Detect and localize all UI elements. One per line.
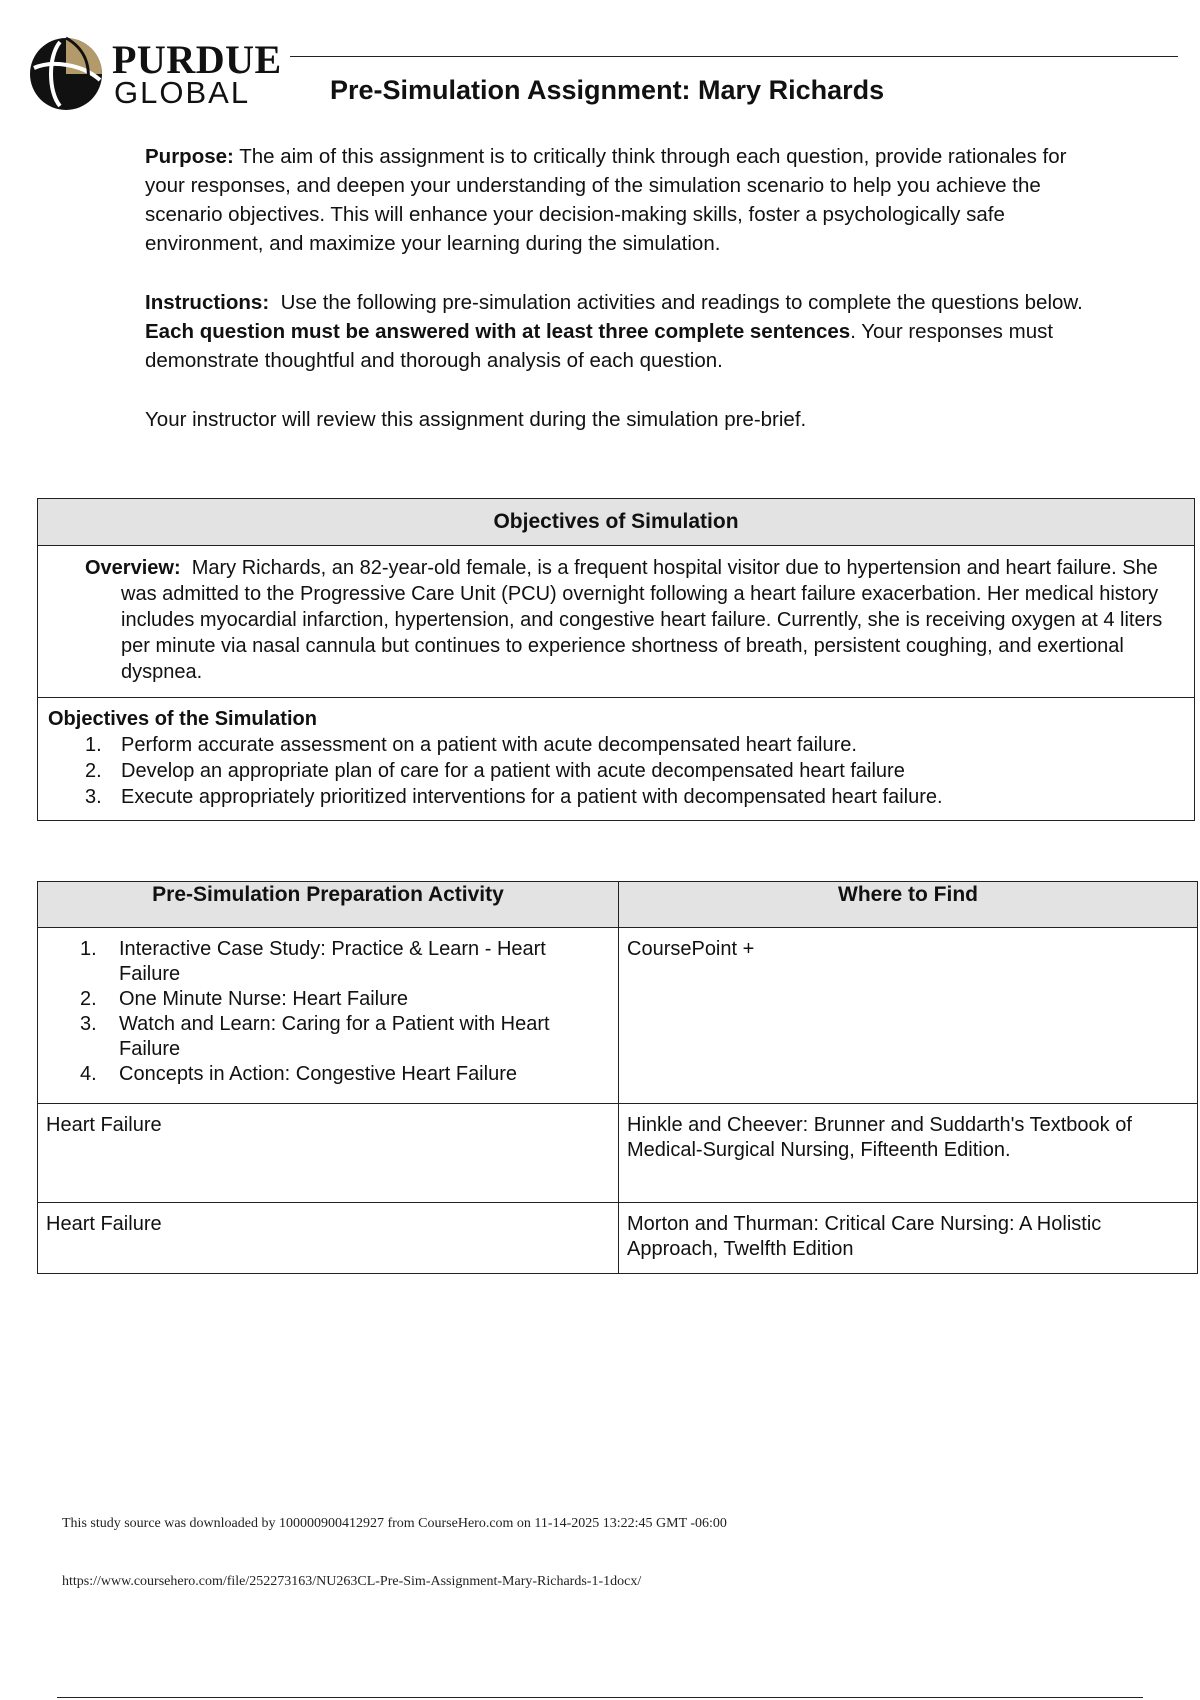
overview-label: Overview:	[85, 557, 181, 579]
header-divider	[290, 56, 1178, 57]
list-number: 2.	[85, 760, 102, 782]
instructions-text: Use the following pre-simulation activities and readings to complete the questions below.	[280, 291, 1083, 314]
activities-list	[46, 937, 610, 1087]
purpose-label: Purpose:	[145, 145, 234, 168]
logo-text-purdue: PURDUE	[112, 37, 282, 82]
logo-text-global: GLOBAL	[114, 75, 251, 110]
list-item	[48, 784, 1184, 810]
table-row	[38, 928, 1198, 1104]
list-item	[48, 732, 1184, 758]
list-item	[46, 1012, 610, 1062]
purpose-paragraph	[145, 142, 1105, 258]
instructions-emphasis: Each question must be answered with at least three complete sentences	[145, 320, 851, 343]
activity-cell: Heart Failure	[38, 1203, 619, 1274]
download-note: This study source was downloaded by 100000900412927 from CourseHero.com on 11-14-2025 13:22:45 GMT -06:00	[62, 1516, 727, 1531]
objectives-table-header: Objectives of Simulation	[38, 499, 1194, 546]
objective-text: Perform accurate assessment on a patient with acute decompensated heart failure.	[121, 734, 857, 756]
objective-text: Develop an appropriate plan of care for a patient with acute decompensated heart failure	[121, 760, 905, 782]
list-number: 2.	[80, 988, 97, 1010]
globe-logo-icon	[26, 34, 112, 114]
list-item	[46, 937, 610, 987]
purpose-text: The aim of this assignment is to critically think through each question, provide rationales for your responses, and deepen your understanding of the simulation scenario to help you achieve the scenario objectives. This will enhance your decision-making skills, foster a psychologically safe environment, and maximize your learning during the simulation.	[145, 145, 1067, 255]
activity-text: Interactive Case Study: Practice & Learn - Heart Failure	[119, 938, 546, 985]
where-column-header: Where to Find	[619, 882, 1198, 928]
objectives-title: Objectives of the Simulation	[48, 708, 317, 730]
instructions-paragraph	[145, 288, 1105, 375]
list-item	[46, 987, 610, 1012]
activity-text: One Minute Nurse: Heart Failure	[119, 988, 409, 1010]
list-number: 3.	[85, 786, 102, 808]
activity-text: Watch and Learn: Caring for a Patient with Heart Failure	[119, 1013, 550, 1060]
activity-cell: Heart Failure	[38, 1104, 619, 1203]
instructions-text-continued: . Your responses must demonstrate thoughtful and thorough analysis of each question.	[145, 320, 1054, 372]
objectives-list	[48, 732, 1184, 810]
table-row	[38, 1104, 1198, 1203]
activity-column-header: Pre-Simulation Preparation Activity	[38, 882, 619, 928]
footer-divider	[57, 1697, 1143, 1698]
where-cell: Morton and Thurman: Critical Care Nursing: A Holistic Approach, Twelfth Edition	[619, 1203, 1198, 1274]
list-number: 1.	[80, 938, 97, 960]
objectives-cell	[38, 698, 1194, 820]
source-url[interactable]: https://www.coursehero.com/file/252273163/NU263CL-Pre-Sim-Assignment-Mary-Richards-1-1docx/	[62, 1574, 642, 1589]
overview-cell	[38, 546, 1194, 698]
review-text: Your instructor will review this assignment during the simulation pre-brief.	[145, 408, 807, 431]
activity-text: Concepts in Action: Congestive Heart Failure	[119, 1063, 517, 1085]
instructions-label: Instructions:	[145, 291, 270, 314]
preparation-table	[37, 881, 1198, 1274]
objectives-table	[37, 498, 1195, 821]
list-number: 3.	[80, 1013, 97, 1035]
activity-cell	[38, 928, 619, 1104]
where-cell: CoursePoint +	[619, 928, 1198, 1104]
review-note	[145, 405, 1105, 434]
list-number: 4.	[80, 1063, 97, 1085]
overview-text: Mary Richards, an 82-year-old female, is a frequent hospital visitor due to hypertension and heart failure. She was admitted to the Progressive Care Unit (PCU) overnight following a heart failure exacerbation. Her medical history includes myocardial infarction, hypertension, and congestive heart failure. Currently, she is receiving oxygen at 4 liters per minute via nasal cannula but continues to experience shortness of breath, persistent coughing, and exertional dyspnea.	[121, 557, 1163, 683]
list-item	[46, 1062, 610, 1087]
list-item	[48, 758, 1184, 784]
where-cell: Hinkle and Cheever: Brunner and Suddarth's Textbook of Medical-Surgical Nursing, Fifteenth Edition.	[619, 1104, 1198, 1203]
page-title: Pre-Simulation Assignment: Mary Richards	[330, 75, 885, 105]
list-number: 1.	[85, 734, 102, 756]
objective-text: Execute appropriately prioritized interventions for a patient with decompensated heart failure.	[121, 786, 943, 808]
purdue-global-logo	[26, 34, 296, 114]
table-row	[38, 1203, 1198, 1274]
